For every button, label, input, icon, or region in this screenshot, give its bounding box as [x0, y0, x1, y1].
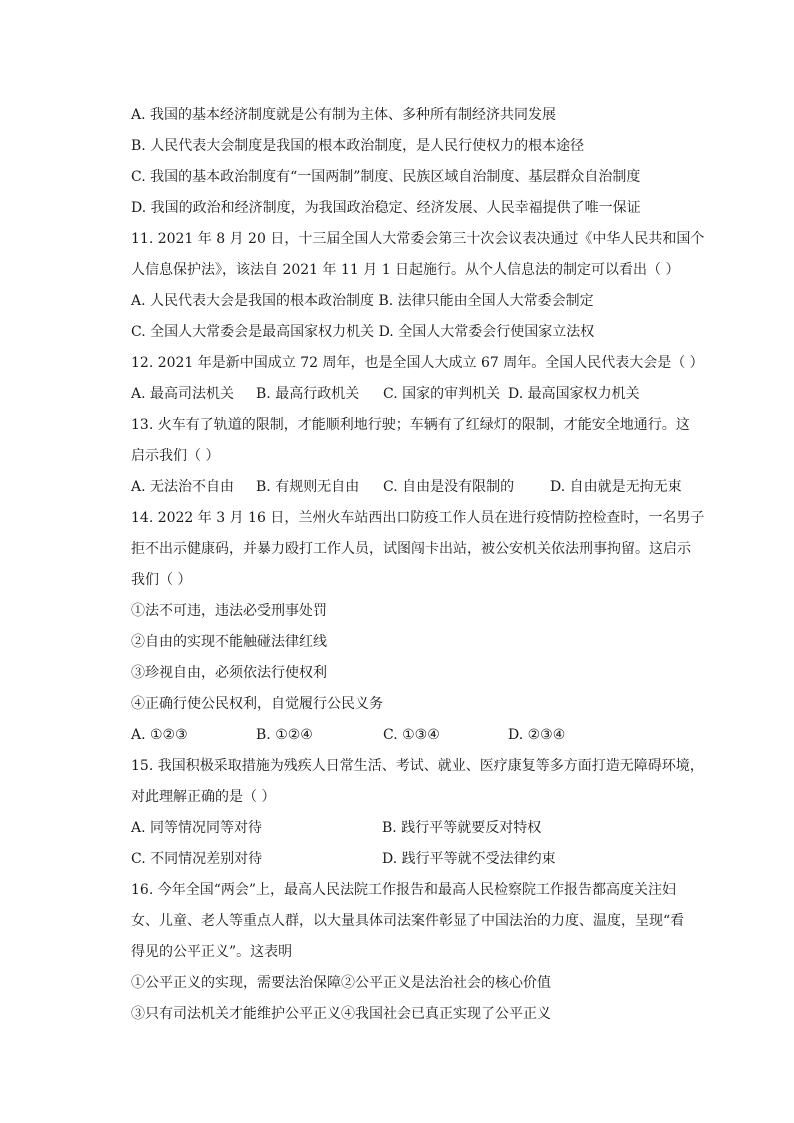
q16-statements-34: ③只有司法机关才能维护公平正义④我国社会已真正实现了公平正义 — [131, 1006, 551, 1022]
q12-option-d: D. 最高国家权力机关 — [508, 386, 640, 402]
q15-option-d: D. 践行平等就不受法律约束 — [382, 851, 556, 867]
q14-option-d: D. ②③④ — [508, 727, 566, 743]
q16-stem-line1: 16. 今年全国“两会”上，最高人民法院工作报告和最高人民检察院工作报告都高度关注妇 — [131, 882, 677, 898]
q12-option-b: B. 最高行政机关 — [256, 386, 360, 402]
q14-stem-line3: 我们（ ） — [131, 572, 192, 588]
q11-options-cd: C. 全国人大常委会是最高国家权力机关 D. 全国人大常委会行使国家立法权 — [131, 324, 595, 340]
q12-stem: 12. 2021 年是新中国成立 72 周年，也是全国人大成立 67 周年。全国人民代表大会是（ ） — [131, 355, 704, 371]
q15-stem-line2: 对此理解正确的是（ ） — [131, 789, 276, 805]
q14-option-c: C. ①③④ — [383, 727, 440, 743]
q13-option-d: D. 自由就是无拘无束 — [550, 479, 682, 495]
q10-option-b: B. 人民代表大会制度是我国的根本政治制度，是人民行使权力的根本途径 — [131, 138, 585, 154]
q12-option-c: C. 国家的审判机关 — [383, 386, 501, 402]
q15-option-b: B. 践行平等就要反对特权 — [382, 820, 542, 836]
q15-option-c: C. 不同情况差别对待 — [131, 851, 263, 867]
q14-stem-line1: 14. 2022 年 3 月 16 日，兰州火车站西出口防疫工作人员在进行疫情防控检查时，一名男子 — [131, 510, 705, 526]
q13-stem-line2: 启示我们（ ） — [131, 448, 220, 464]
q11-stem-line1: 11. 2021 年 8 月 20 日，十三届全国人大常委会第三十次会议表决通过《中华人民共和国个 — [131, 231, 705, 247]
q12-options — [131, 379, 697, 410]
q14-statement-4: ④正确行使公民权利，自觉履行公民义务 — [131, 696, 383, 712]
q14-statement-2: ②自由的实现不能触碰法律红线 — [131, 634, 327, 650]
q13-option-a: A. 无法治不自由 — [131, 479, 235, 495]
q16-stem-line3: 得见的公平正义”。这表明 — [131, 944, 293, 960]
q11-options-ab: A. 人民代表大会是我国的根本政治制度 B. 法律只能由全国人大常委会制定 — [131, 293, 594, 309]
q14-options — [131, 720, 697, 751]
q14-statement-3: ③珍视自由，必须依法行使权利 — [131, 665, 327, 681]
q14-stem-line2: 拒不出示健康码，并暴力殴打工作人员，试图闯卡出站，被公安机关依法刑事拘留。这启示 — [131, 541, 691, 557]
q15-options-ab — [131, 813, 697, 844]
q16-statements-12: ①公平正义的实现，需要法治保障②公平正义是法治社会的核心价值 — [131, 975, 551, 991]
q13-options — [131, 472, 697, 503]
q14-option-a: A. ①②③ — [131, 727, 188, 743]
q15-options-cd — [131, 844, 697, 875]
q13-option-c: C. 自由是没有限制的 — [383, 479, 515, 495]
q10-option-d: D. 我国的政治和经济制度，为我国政治稳定、经济发展、人民幸福提供了唯一保证 — [131, 200, 641, 216]
q11-stem-line2: 人信息保护法》，该法自 2021 年 11 月 1 日起施行。从个人信息法的制定可以看出（ ） — [131, 262, 680, 278]
q14-statement-1: ①法不可违，违法必受刑事处罚 — [131, 603, 327, 619]
q16-stem-line2: 女、儿童、老人等重点人群，以大量具体司法案件彰显了中国法治的力度、温度，呈现“看 — [131, 913, 685, 929]
q13-option-b: B. 有规则无自由 — [256, 479, 360, 495]
q13-stem-line1: 13. 火车有了轨道的限制，才能顺利地行驶；车辆有了红绿灯的限制，才能安全地通行。这 — [131, 417, 690, 433]
q12-option-a: A. 最高司法机关 — [131, 386, 235, 402]
q10-option-a: A. 我国的基本经济制度就是公有制为主体、多种所有制经济共同发展 — [131, 107, 557, 123]
q15-stem-line1: 15. 我国积极采取措施为残疾人日常生活、考试、就业、医疗康复等多方面打造无障碍环境， — [131, 758, 704, 774]
q15-option-a: A. 同等情况同等对待 — [131, 820, 263, 836]
q14-option-b: B. ①②④ — [256, 727, 313, 743]
q10-option-c: C. 我国的基本政治制度有“一国两制”制度、民族区域自治制度、基层群众自治制度 — [131, 169, 641, 185]
exam-page — [131, 100, 705, 1030]
